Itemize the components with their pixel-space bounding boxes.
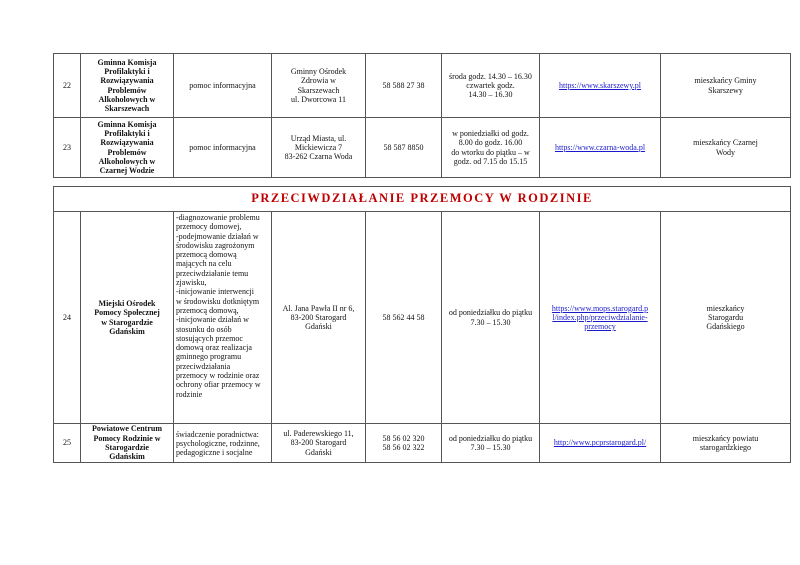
text-line: Gminna Komisja	[97, 119, 157, 129]
text-line: psychologiczne, rodzinne,	[176, 438, 260, 448]
text-line: 7.30 – 15.30	[470, 443, 511, 452]
text-line: przeciwdziałanie temu	[176, 268, 249, 278]
text-line: https://www.czarna-woda.pl	[554, 142, 646, 152]
bottom-table	[53, 186, 791, 463]
text-line: 58 56 02 322	[382, 443, 425, 452]
text-line: od poniedziałku do piątku	[448, 308, 533, 318]
text-line: ul. Paderewskiego 11,	[283, 429, 354, 439]
text-line: mieszkańcy Czarnej	[693, 138, 758, 148]
text-line: przemocą domową	[176, 250, 237, 260]
address-cell	[272, 424, 366, 463]
text-line: Alkoholowych w	[98, 156, 156, 166]
text-line: środowisku zagrożonym	[176, 240, 255, 250]
text-line: Wody	[716, 147, 735, 157]
text-line: świadczenie poradnictwa:	[176, 429, 259, 439]
phone-cell	[366, 424, 442, 463]
institution-cell	[81, 118, 174, 178]
text-line: gminnego programu	[176, 352, 242, 362]
help-type-cell: pomoc informacyjna	[174, 118, 272, 178]
text-line: Gdańskiego	[706, 322, 745, 332]
text-line: Profilaktyki i	[104, 128, 150, 138]
text-line: l/index.php/przeciwdzialanie-	[552, 312, 648, 322]
text-line: Al. Jana Pawła II nr 6,	[282, 303, 355, 313]
text-line: Gminny Ośrodek	[290, 66, 347, 76]
text-line: Skarszewy	[708, 85, 743, 95]
url-cell	[540, 118, 661, 178]
help-type-cell	[174, 212, 272, 424]
phone-cell	[366, 212, 442, 424]
text-line: -inicjowanie interwencji	[176, 287, 254, 297]
text-line: Urząd Miasta, ul.	[290, 133, 347, 143]
text-line: przemocą domową,	[176, 305, 239, 315]
text-line: ul. Dworcowa 11	[290, 94, 347, 104]
text-line: Gdański	[305, 322, 332, 332]
hours-cell	[442, 54, 540, 118]
text-line: do wtorku do piątku – w	[451, 147, 530, 157]
text-line: Profilaktyki i	[104, 66, 150, 76]
phone-cell	[366, 118, 442, 178]
text-line: 14.30 – 16.30	[468, 90, 513, 100]
hours-cell	[442, 424, 540, 463]
text-line: Problemów	[107, 147, 147, 157]
text-line: starogardzkiego	[699, 443, 752, 452]
text-line: przemocy	[584, 322, 616, 332]
text-line: Gdański	[305, 447, 332, 457]
text-line: Pomocy Rodzinie w	[93, 433, 161, 443]
website-link[interactable]	[542, 438, 658, 447]
text-line: mieszkańcy Gminy	[694, 76, 757, 86]
text-line: http://www.pcprstarogard.pl/	[553, 438, 647, 448]
text-line: Gminna Komisja	[97, 57, 157, 67]
text-line: środa godz. 14.30 – 16.30	[449, 71, 532, 81]
text-line: stosujących przemoc	[176, 333, 243, 343]
text-line: godz. od 7.15 do 15.15	[453, 156, 528, 166]
website-link[interactable]	[542, 81, 658, 90]
help-type-cell: pomoc informacyjna	[174, 54, 272, 118]
text-line: w poniedziałki od godz.	[452, 128, 529, 138]
text-line: przemocy w rodzinie oraz	[176, 371, 260, 381]
address-cell	[272, 54, 366, 118]
text-line: od poniedziałku do piątku	[448, 433, 533, 443]
table-row	[54, 424, 791, 463]
help-type-cell	[174, 424, 272, 463]
recipients-cell	[661, 118, 791, 178]
text-line: zjawisku,	[176, 278, 207, 288]
text-line: 83-200 Starogard	[290, 312, 347, 322]
text-line: w środowisku dotkniętym	[176, 296, 260, 306]
text-line: Alkoholowych w	[98, 94, 156, 104]
text-line: 58 56 02 320	[382, 433, 425, 443]
text-line: 58 587 8850	[383, 142, 424, 152]
text-line: 58 562 44 58	[382, 312, 425, 322]
text-line: Pomocy Społecznej	[94, 308, 160, 318]
hours-cell	[442, 118, 540, 178]
text-line: Starogardu	[707, 312, 744, 322]
text-line: 83-262 Czarna Woda	[284, 152, 353, 162]
text-line: Gdańskim	[109, 326, 145, 336]
text-line: pedagogiczne i socjalne	[176, 448, 253, 458]
text-line: rodzinie	[176, 389, 203, 399]
institution-cell	[81, 54, 174, 118]
recipients-cell	[661, 54, 791, 118]
text-line: https://www.mops.starogard.p	[551, 303, 649, 313]
address-cell	[272, 212, 366, 424]
text-line: Czarnej Wodzie	[99, 166, 155, 176]
url-cell	[540, 424, 661, 463]
row-number: 22	[54, 54, 81, 118]
address-cell	[272, 118, 366, 178]
text-line: domową oraz realizacja	[176, 343, 252, 353]
text-line: przemocy domowej,	[176, 222, 242, 232]
table-row	[54, 54, 791, 118]
section-heading: PRZECIWDZIAŁANIE PRZEMOCY W RODZINIE	[54, 187, 791, 212]
text-line: czwartek godz.	[466, 80, 515, 90]
text-line: Rozwiązywania	[100, 138, 154, 148]
table-row	[54, 118, 791, 178]
top-table	[53, 53, 791, 178]
text-line: Gdańskim	[109, 452, 145, 462]
text-line: -inicjowanie działań w	[176, 315, 249, 325]
text-line: mieszkańcy powiatu	[692, 433, 759, 443]
phone-cell	[366, 54, 442, 118]
text-line: w Starogardzie	[101, 317, 153, 327]
text-line: mających na celu	[176, 259, 232, 269]
recipients-cell	[661, 212, 791, 424]
url-cell	[540, 54, 661, 118]
text-line: Powiatowe Centrum	[92, 424, 162, 434]
row-number: 23	[54, 118, 81, 178]
recipients-cell	[661, 424, 791, 463]
institution-cell	[81, 212, 174, 424]
website-link[interactable]	[542, 304, 658, 332]
row-number: 25	[54, 424, 81, 463]
text-line: Starogardzie	[105, 443, 149, 452]
text-line: mieszkańcy	[706, 303, 745, 313]
text-line: Miejski Ośrodek	[98, 298, 156, 308]
text-line: Zdrowia w	[301, 76, 336, 86]
text-line: Skarszewach	[297, 85, 340, 95]
website-link[interactable]	[542, 143, 658, 152]
table-row	[54, 212, 791, 424]
text-line: 83-200 Starogard	[290, 438, 347, 448]
url-cell	[540, 212, 661, 424]
row-number: 24	[54, 212, 81, 424]
text-line: -podejmowanie działań w	[176, 231, 259, 241]
hours-cell	[442, 212, 540, 424]
text-line: Mickiewicza 7	[294, 142, 343, 152]
institution-cell	[81, 424, 174, 463]
text-line: 8.00 do godz. 16.00	[458, 138, 523, 148]
text-line: Problemów	[107, 85, 147, 95]
text-line: 7.30 – 15.30	[470, 317, 511, 327]
text-line: -diagnozowanie problemu	[176, 213, 260, 222]
text-line: Skarszewach	[104, 104, 150, 114]
section-heading-row	[54, 187, 791, 212]
text-line: ochrony ofiar przemocy w	[176, 380, 261, 390]
text-line: Rozwiązywania	[100, 76, 154, 86]
text-line: https://www.skarszewy.pl	[558, 80, 642, 90]
text-line: 58 588 27 38	[382, 80, 425, 90]
text-line: przeciwdziałania	[176, 361, 231, 371]
text-line: stosunku do osób	[176, 324, 232, 334]
